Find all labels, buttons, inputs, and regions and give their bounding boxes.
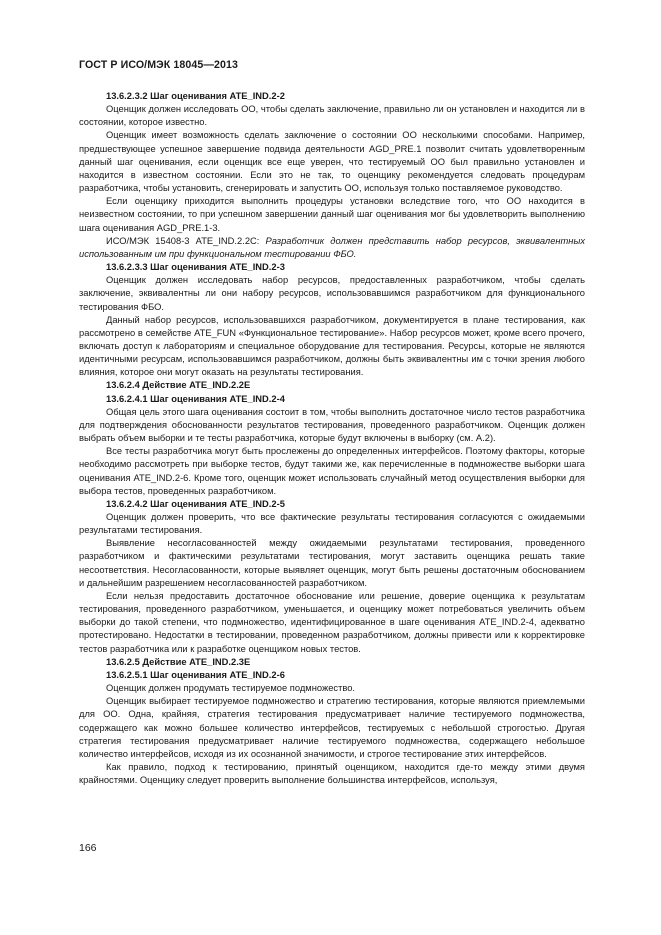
paragraph: Если оценщику приходится выполнить процедуры установки вследствие того, что ОО находится в неизвестном состоянии, то при успешном завершении данный шаг оценивания мог бы удовлетворить выполнению шага оценивания AGD_PRE.1-3. bbox=[79, 196, 585, 233]
section-heading: 13.6.2.4 Действие ATE_IND.2.2E bbox=[106, 380, 251, 391]
paragraph: Оценщик имеет возможность сделать заключение о состоянии ОО несколькими способами. Например, предшествующее успешное завершение подвида деятельности AGD_PRE.1 позволит считать удовлетворенным данный шаг оценивания, если оценщик все еще уверен, что тестируемый ОО был правильно установлен и находится в известном состоянии. Если это не так, то оценщику рекомендуется следовать процедурам разработчика, чтобы установить, сгенерировать и запустить ОО, используя только поставляемое руководство. bbox=[79, 130, 585, 194]
section-heading: 13.6.2.5.1 Шаг оценивания ATE_IND.2-6 bbox=[106, 669, 285, 680]
paragraph: Оценщик должен исследовать ОО, чтобы сделать заключение, правильно ли он установлен и находится ли в состоянии, которое известно. bbox=[79, 104, 585, 128]
paragraph: Если нельзя предоставить достаточное обоснование или решение, доверие оценщика к результатам тестирования, проведенного разработчиком, уменьшается, и оценщику может потребоваться увеличить объем выборки до такой степени, что подмножество, идентифицированное в шаге оценивания ATE_IND.2-4, адекватно протестировано. Недостатки в тестировании, проведенном разработчиком, должны привести или к корректировке тестов разработчика или к разработке оценщиком новых тестов. bbox=[79, 590, 585, 654]
paragraph: Оценщик должен продумать тестируемое подмножество. bbox=[106, 683, 356, 694]
page-number: 166 bbox=[79, 842, 97, 854]
document-body bbox=[79, 90, 585, 787]
requirement-reference: ИСО/МЭК 15408-3 ATE_IND.2.2C: bbox=[106, 235, 266, 246]
requirement-text: Разработчик должен представить набор ресурсов, эквивалентных использованным им при функциональном тестировании ФБО. bbox=[79, 235, 585, 259]
section-heading: 13.6.2.4.1 Шаг оценивания ATE_IND.2-4 bbox=[106, 393, 285, 404]
paragraph: Данный набор ресурсов, использовавшихся разработчиком, документируется в плане тестирования, как рассмотрено в семействе ATE_FUN «Функциональное тестирование». Набор ресурсов может, кроме всего прочего, включать доступ к лабораториям и специальное оборудование для тестирования. Ресурсы, которые не являются идентичными ресурсам, использовавшимся разработчиком, должны быть эквивалентны им с точки зрения любого влияния, которое они могут оказать на результаты тестирования. bbox=[79, 314, 585, 378]
section-heading: 13.6.2.4.2 Шаг оценивания ATE_IND.2-5 bbox=[106, 498, 285, 509]
section-heading: 13.6.2.5 Действие ATE_IND.2.3E bbox=[106, 656, 251, 667]
requirement-paragraph bbox=[79, 235, 585, 261]
paragraph: Все тесты разработчика могут быть прослежены до определенных интерфейсов. Поэтому факторы, которые необходимо рассмотреть при выборке тестов, будут такими же, как перечисленные в подмножестве выборки шага оценивания ATE_IND.2-6. Кроме того, оценщик может использовать случайный метод осуществления выборки для выбора тестов, проведенных разработчиком. bbox=[79, 446, 585, 496]
paragraph: Оценщик должен исследовать набор ресурсов, предоставленных разработчиком, чтобы сделать заключение, эквивалентны ли они набору ресурсов, использовавшимся разработчиком для функционального тестирования ФБО. bbox=[79, 275, 585, 312]
section-heading: 13.6.2.3.2 Шаг оценивания ATE_IND.2-2 bbox=[106, 91, 285, 101]
paragraph: Выявление несогласованностей между ожидаемыми результатами тестирования, проведенного разработчиком и фактическими результатами тестирования, могут заставить оценщика решать такие несоответствия. Несогласованности, которые выявляет оценщик, могут быть решены достаточным обоснованием и дальнейшим разрешением несогласованностей разработчиком. bbox=[79, 538, 585, 588]
paragraph: Оценщик выбирает тестируемое подмножество и стратегию тестирования, которые являются приемлемыми для ОО. Одна, крайняя, стратегия тестирования предусматривает наличие тестируемого подмножества, содержащего как можно большее количество интерфейсов, тестируемых с небольшой строгостью. Другая стратегия тестирования предусматривает наличие тестируемого подмножества, содержащего небольшое количество интерфейсов, исходя из их осознанной значимости, и строгое тестирование этих интерфейсов. bbox=[79, 696, 585, 759]
paragraph: Общая цель этого шага оценивания состоит в том, чтобы выполнить достаточное число тестов разработчика для подтверждения обоснованности результатов тестирования, проведенного разработчиком. Оценщик должен выбрать объем выборки и те тесты разработчика, которые будут включены в выборку (см. А.2). bbox=[79, 406, 585, 444]
document-header: ГОСТ Р ИСО/МЭК 18045—2013 bbox=[79, 59, 238, 71]
section-heading: 13.6.2.3.3 Шаг оценивания ATE_IND.2-3 bbox=[106, 262, 285, 273]
paragraph: Оценщик должен проверить, что все фактические результаты тестирования согласуются с ожидаемыми результатами тестирования. bbox=[79, 512, 585, 536]
paragraph: Как правило, подход к тестированию, принятый оценщиком, находится где-то между этими двумя крайностями. Оценщику следует проверить выполнение большинства интерфейсов, используя, bbox=[79, 761, 585, 786]
